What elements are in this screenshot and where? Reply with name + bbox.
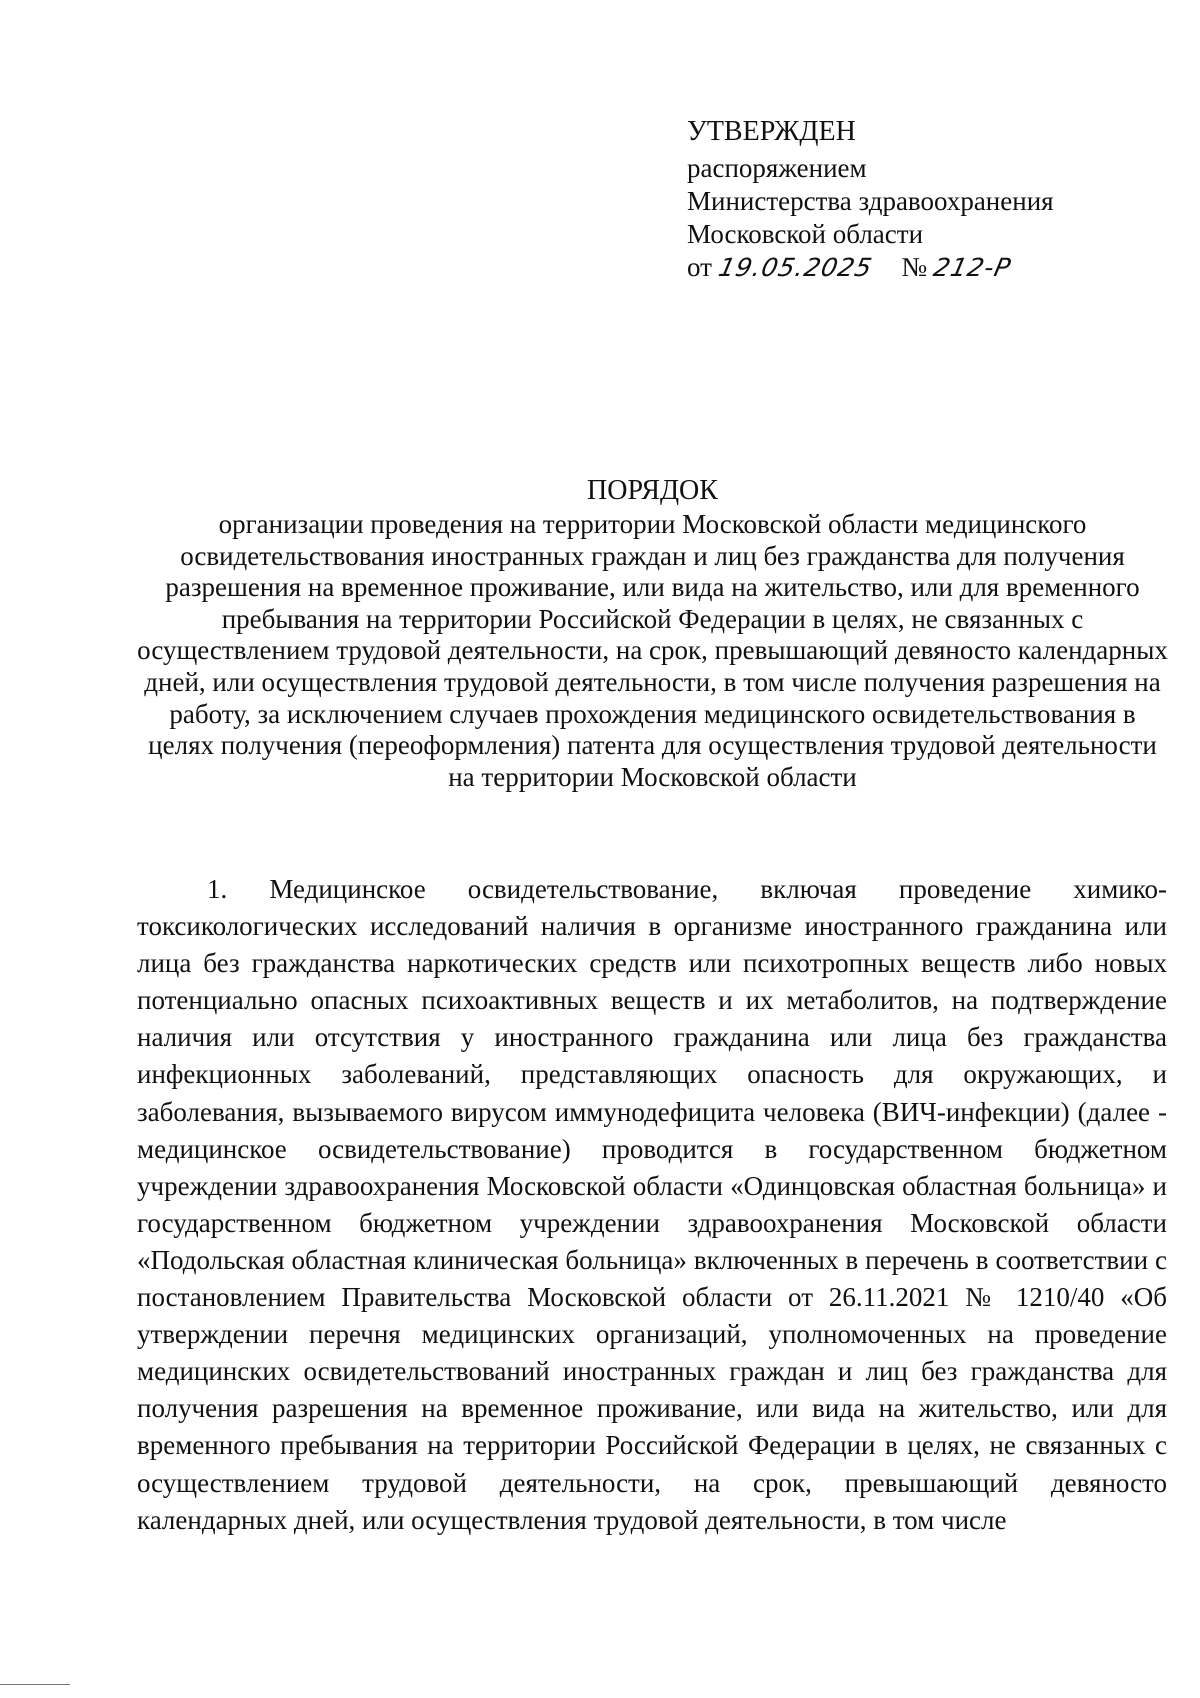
paragraph-1: 1. Медицинское освидетельствование, включая проведение химико-токсикологических исследований наличия в организме иностранного гражданина или лица без гражданства наркотических средств или психотропных веществ либо новых потенциально опасных психоактивных веществ и их метаболитов, на подтверждение наличия или отсутствия у иностранного гражданина или лица без гражданства инфекционных заболеваний, представляющих опасность для окружающих, и заболевания, вызываемого вирусом иммунодефицита человека (ВИЧ-инфекции) (далее - медицинское освидетельствование) проводится в государственном бюджетном учреждении здравоохранения Московской области «Одинцовская областная больница» и государственном бюджетном учреждении здравоохранения Московской области «Подольская областная клиническая больница» включенных в перечень в соответствии с постановлением Правительства Московской области от 26.11.2021 № 1210/40 «Об утверждении перечня медицинских организаций, уполномоченных на проведение медицинских освидетельствований иностранных граждан и лиц без гражданства для получения разрешения на временное проживание, или вида на жительство, или для временного пребывания на территории Российской Федерации в целях, не связанных с осуществлением трудовой деятельности, на срок, превышающий девяносто календарных дней, или осуществления трудовой деятельности, в том числе xyxy=(137,874,1167,1535)
approval-line-order: распоряжением xyxy=(687,153,867,183)
approval-line-region: Московской области xyxy=(687,219,924,249)
handwritten-number: 212-Р xyxy=(930,253,1014,282)
handwritten-date: 19.05.2025 xyxy=(715,253,875,282)
document-heading: ПОРЯДОК xyxy=(587,475,718,506)
document-subtitle: организации проведения на территории Московской области медицинского освидетельствования иностранных граждан и лиц без гражданства для получения разрешения на временное проживание, или вида на жительство, или для временного пребывания на территории Российской Федерации в целях, не связанных с осуществлением трудовой деятельности, на срок, превышающий девяносто календарных дней, или осуществления трудовой деятельности, в том числе получения разрешения на работу, за исключением случаев прохождения медицинского освидетельствования в целях получения (переоформления) патента для осуществления трудовой деятельности на территории Московской области xyxy=(137,509,1168,792)
number-prefix: № xyxy=(901,252,928,282)
approval-title: УТВЕРЖДЕН xyxy=(687,116,856,147)
approval-date-number-line xyxy=(687,251,1147,284)
approval-stamp-block xyxy=(687,112,1147,284)
scan-edge-rule xyxy=(0,1684,70,1685)
approval-line-ministry: Министерства здравоохранения xyxy=(687,186,1054,216)
date-prefix: от xyxy=(687,252,712,282)
